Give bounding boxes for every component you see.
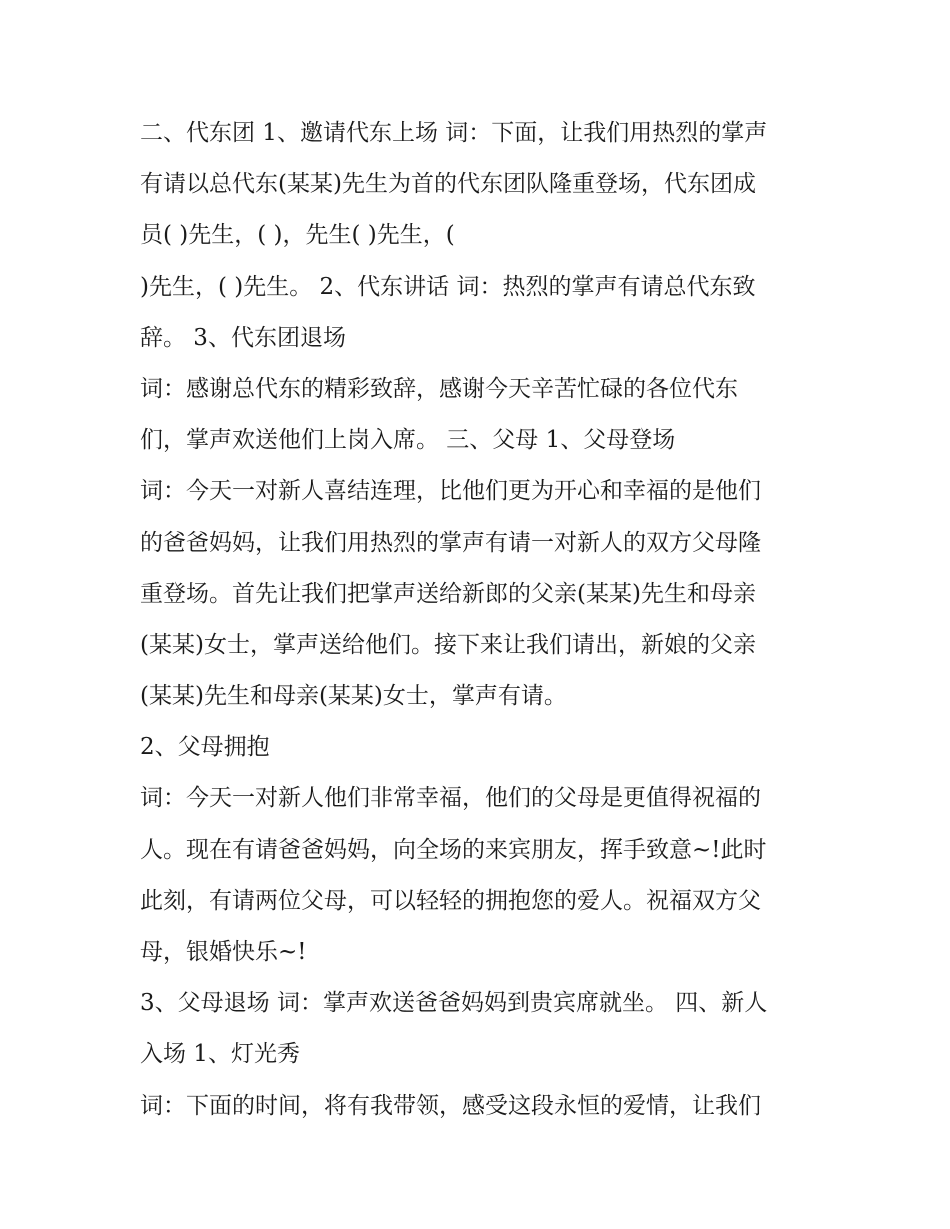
document-body bbox=[140, 108, 820, 1132]
text-line: 有请以总代东(某某)先生为首的代东团队隆重登场，代东团成 bbox=[140, 171, 756, 198]
text-line: 词：下面的时间，将有我带领，感受这段永恒的爱情，让我们 bbox=[140, 1092, 761, 1119]
text-line: 2、父母拥抱 bbox=[140, 734, 270, 761]
text-line: 词：今天一对新人喜结连理，比他们更为开心和幸福的是他们 bbox=[140, 478, 761, 505]
text-line: 的爸爸妈妈，让我们用热烈的掌声有请一对新人的双方父母隆 bbox=[140, 529, 761, 556]
text-line: (某某)女士，掌声送给他们。接下来让我们请出，新娘的父亲 bbox=[140, 631, 756, 658]
text-line: (某某)先生和母亲(某某)女士，掌声有请。 bbox=[140, 683, 567, 710]
text-line: )先生，( )先生。 2、代东讲话 词：热烈的掌声有请总代东致 bbox=[140, 273, 756, 300]
text-line: 母，银婚快乐~! bbox=[140, 939, 307, 965]
text-line: 3、父母退场 词：掌声欢送爸爸妈妈到贵宾席就坐。 四、新人 bbox=[140, 990, 768, 1017]
text-line: 词：感谢总代东的精彩致辞，感谢今天辛苦忙碌的各位代东 bbox=[140, 375, 738, 402]
text-line: 员( )先生，( )，先生( )先生，( bbox=[140, 222, 455, 249]
text-line: 词：今天一对新人他们非常幸福，他们的父母是更值得祝福的 bbox=[140, 785, 761, 812]
text-line: 二、代东团 1、邀请代东上场 词：下面，让我们用热烈的掌声 bbox=[140, 120, 768, 146]
text-line: 人。现在有请爸爸妈妈，向全场的来宾朋友，挥手致意~!此时 bbox=[140, 836, 767, 863]
text-line: 重登场。首先让我们把掌声送给新郎的父亲(某某)先生和母亲 bbox=[140, 580, 756, 607]
text-line: 入场 1、灯光秀 bbox=[140, 1041, 300, 1068]
text-line: 辞。 3、代东团退场 bbox=[140, 324, 346, 351]
text-line: 此刻，有请两位父母，可以轻轻的拥抱您的爱人。祝福双方父 bbox=[140, 887, 761, 914]
text-line: 们，掌声欢送他们上岗入席。 三、父母 1、父母登场 bbox=[140, 427, 676, 454]
